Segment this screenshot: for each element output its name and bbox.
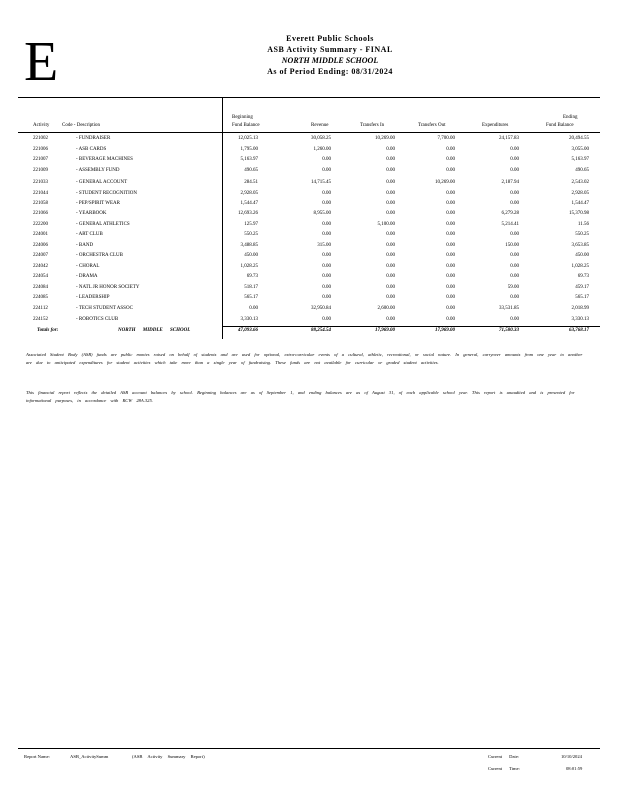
table-row [0, 262, 618, 273]
activity-description: - STUDENT RECOGNITION [76, 190, 138, 196]
table-row [0, 293, 618, 304]
beginning-balance: 2,928.05 [240, 190, 258, 196]
expenditures: 33,531.85 [499, 306, 519, 311]
activity-description: - BAND [76, 242, 94, 248]
activity-description: - ART CLUB [76, 232, 103, 237]
ending-balance: 3,055.00 [571, 146, 589, 152]
activity-code: 221066 [33, 211, 48, 216]
report-title: ASB Activity Summary - FINAL [267, 45, 393, 54]
footer-date-label: Current Date: [488, 754, 520, 759]
ending-balance: 2,018.99 [571, 306, 589, 311]
expenditures: 59.00 [507, 284, 519, 290]
transfers-in: 0.00 [386, 274, 395, 279]
activity-code: 221006 [33, 146, 48, 152]
transfers-in: 0.00 [386, 295, 395, 300]
transfers-in: 0.00 [386, 316, 395, 322]
header-bottom-rule [18, 132, 600, 133]
activity-description: - LEADERSHIP [76, 295, 110, 300]
table-row [0, 283, 618, 294]
table-row [0, 155, 618, 166]
activity-description: - ASSEMBLY FUND [76, 167, 120, 173]
activity-description: - ROBOTICS CLUB [76, 316, 119, 322]
activity-description: - BEVERAGE MACHINES [76, 157, 133, 162]
expenditures: 0.00 [510, 274, 519, 279]
beginning-balance: 518.17 [244, 284, 258, 290]
beginning-balance: 1,795.00 [240, 146, 258, 152]
expenditures: 0.00 [510, 316, 519, 322]
transfers-in: 10,269.00 [375, 136, 395, 141]
transfers-in: 0.00 [386, 211, 395, 216]
transfers-out: 0.00 [446, 167, 455, 173]
activity-code: 221009 [33, 167, 48, 173]
table-row [0, 315, 618, 326]
activity-description: - FUNDRAISER [76, 136, 111, 141]
transfers-out: 0.00 [446, 274, 455, 279]
transfers-in: 0.00 [386, 167, 395, 173]
table-row [0, 199, 618, 210]
activity-code: 224006 [33, 242, 48, 248]
expenditures: 0.00 [510, 295, 519, 300]
beginning-balance: 565.17 [244, 295, 258, 300]
revenue: 0.00 [322, 190, 331, 196]
revenue: 0.00 [322, 316, 331, 322]
total-revenue: 88,254.54 [311, 328, 331, 333]
table-row [0, 189, 618, 200]
transfers-in: 0.00 [386, 201, 395, 206]
ending-balance: 1,028.25 [571, 263, 589, 269]
transfers-in: 0.00 [386, 146, 395, 152]
ending-balance: 450.00 [575, 253, 589, 258]
activity-code: 221044 [33, 190, 48, 196]
revenue: 30,058.25 [311, 136, 331, 141]
expenditures: 0.00 [510, 253, 519, 258]
activity-description: - GENERAL ACCOUNT [76, 180, 128, 185]
col-activity: Activity [33, 123, 50, 128]
expenditures: 24,157.83 [499, 136, 519, 141]
transfers-out: 0.00 [446, 157, 455, 162]
transfers-out: 0.00 [446, 295, 455, 300]
transfers-in: 0.00 [386, 284, 395, 290]
activity-code: 224085 [33, 295, 48, 300]
revenue: 0.00 [322, 284, 331, 290]
ending-balance: 20,494.55 [569, 136, 589, 141]
beginning-balance: 12,025.13 [238, 136, 258, 141]
table-row [0, 134, 618, 145]
col-expenditures: Expenditures [482, 123, 509, 128]
expenditures: 6,279.28 [501, 211, 519, 216]
transfers-out: 10,269.00 [435, 180, 455, 185]
beginning-balance: 5,163.97 [240, 157, 258, 162]
totals-label: Totals for: [37, 328, 59, 333]
beginning-balance: 3,488.85 [240, 242, 258, 248]
report-letter: E [24, 31, 59, 93]
activity-description: - YEARBOOK [76, 211, 107, 216]
footer-report-name: ASB_ActivitySumm [70, 754, 109, 759]
col-ending-bottom: Fund Balance [546, 123, 574, 128]
beginning-balance: 125.97 [244, 221, 258, 227]
beginning-balance: 450.00 [244, 253, 258, 258]
revenue: 0.00 [322, 263, 331, 269]
table-row [0, 251, 618, 262]
transfers-out: 0.00 [446, 316, 455, 322]
activity-code: 224007 [33, 253, 48, 258]
activity-code: 222200 [33, 221, 48, 227]
transfers-out: 0.00 [446, 253, 455, 258]
totals-school: NORTH MIDDLE SCHOOL [118, 328, 191, 333]
transfers-out: 0.00 [446, 232, 455, 237]
activity-description: - DRAMA [76, 274, 98, 279]
transfers-in: 0.00 [386, 253, 395, 258]
transfers-out: 0.00 [446, 146, 455, 152]
activity-code: 221058 [33, 201, 48, 206]
ending-balance: 15,370.98 [569, 211, 589, 216]
beginning-balance: 3,330.13 [240, 316, 258, 322]
footer-report-label: Report Name: [24, 754, 50, 759]
activity-code: 224054 [33, 274, 48, 279]
expenditures: 0.00 [510, 146, 519, 152]
total-transfers-out: 17,969.00 [435, 328, 455, 333]
total-beginning-balance: 47,093.66 [238, 328, 258, 333]
beginning-balance: 284.51 [244, 180, 258, 185]
transfers-in: 0.00 [386, 190, 395, 196]
asb-funds-note: Associated Student Body (ASB) funds are public monies raised on behalf of students and are used for optional, extra-curricular events of a cultural, athletic, recreational, or social nature. In general, carryover amounts from one year to another are due to anticipated expenditures for student activities which take more than a single year of fundraising. These funds are not available for curricular or graded student activities. [26, 352, 583, 365]
period-ending: As of Period Ending: 08/31/2024 [267, 67, 393, 76]
revenue: 315.00 [317, 242, 331, 248]
revenue: 0.00 [322, 232, 331, 237]
financial-report-note: This financial report reflects the detailed ASB account balances by school. Beginning balances are as of September 1, and ending balances are as of August 31, of each applicable school year. This report is unaudited and is presented for informational purposes, in accordance with RCW 28A.325. [26, 390, 575, 403]
expenditures: 0.00 [510, 167, 519, 173]
col-beginning-bottom: Fund Balance [232, 123, 260, 128]
activity-code: 221007 [33, 157, 48, 162]
activity-description: - ORCHESTRA CLUB [76, 253, 123, 258]
activity-description: - CHORAL [76, 263, 100, 269]
expenditures: 5,214.41 [501, 221, 519, 227]
table-row [0, 230, 618, 241]
activity-code: 221002 [33, 136, 48, 141]
table-row [0, 145, 618, 156]
revenue: 32,950.84 [311, 306, 331, 311]
activity-description: - TECH STUDENT ASSOC [76, 306, 133, 311]
revenue: 0.00 [322, 167, 331, 173]
school-name: NORTH MIDDLE SCHOOL [281, 56, 379, 65]
expenditures: 0.00 [510, 157, 519, 162]
footer-report-desc: (ASB Activity Summary Report) [132, 754, 205, 759]
transfers-out: 0.00 [446, 211, 455, 216]
ending-balance: 1,544.47 [571, 201, 589, 206]
activity-code: 224084 [33, 284, 48, 290]
footer-time-value: 08:01:59 [566, 766, 583, 771]
expenditures: 150.00 [505, 242, 519, 248]
total-expenditures: 71,580.33 [499, 328, 519, 333]
table-row [0, 241, 618, 252]
revenue: 0.00 [322, 253, 331, 258]
activity-code: 224001 [33, 232, 48, 237]
col-transfers-out: Transfers Out [418, 123, 446, 128]
table-row [0, 220, 618, 231]
ending-balance: 490.65 [575, 167, 589, 173]
transfers-out: 7,700.00 [437, 136, 455, 141]
ending-balance: 69.73 [577, 274, 589, 279]
ending-balance: 550.25 [575, 232, 589, 237]
revenue: 1,260.00 [313, 146, 331, 152]
transfers-in: 5,100.00 [377, 221, 395, 227]
revenue: 14,715.45 [311, 180, 331, 185]
ending-balance: 565.17 [575, 295, 589, 300]
ending-balance: 5,163.97 [571, 157, 589, 162]
col-ending-top: Ending [563, 115, 578, 120]
beginning-balance: 12,693.26 [238, 211, 258, 216]
beginning-balance: 490.65 [244, 167, 258, 173]
table-row [0, 304, 618, 315]
totals-row [0, 326, 618, 337]
activity-description: - GENERAL ATHLETICS [76, 221, 130, 227]
col-transfers-in: Transfers In [360, 123, 385, 128]
ending-balance: 2,543.02 [571, 180, 589, 185]
activity-description: - PEP/SPIRIT WEAR [76, 201, 120, 206]
transfers-in: 0.00 [386, 263, 395, 269]
transfers-in: 2,600.00 [377, 306, 395, 311]
activity-code: 224152 [33, 316, 48, 322]
table-row [0, 272, 618, 283]
activity-code: 224112 [33, 306, 48, 311]
expenditures: 0.00 [510, 232, 519, 237]
transfers-in: 0.00 [386, 232, 395, 237]
beginning-balance: 550.25 [244, 232, 258, 237]
revenue: 0.00 [322, 157, 331, 162]
expenditures: 0.00 [510, 201, 519, 206]
footer-time-label: Current Time: [488, 766, 520, 771]
transfers-in: 0.00 [386, 180, 395, 185]
revenue: 0.00 [322, 201, 331, 206]
ending-balance: 2,928.05 [571, 190, 589, 196]
transfers-out: 0.00 [446, 221, 455, 227]
total-transfers-in: 17,969.00 [375, 328, 395, 333]
revenue: 0.00 [322, 274, 331, 279]
col-revenue: Revenue [311, 123, 329, 128]
beginning-balance: 69.73 [246, 274, 258, 279]
total-ending-balance: 63,768.17 [569, 328, 589, 333]
footer-rule [18, 748, 600, 749]
expenditures: 0.00 [510, 263, 519, 269]
footer-date-value: 10/10/2024 [561, 754, 582, 759]
expenditures: 0.00 [510, 190, 519, 196]
activity-code: 224042 [33, 263, 48, 269]
transfers-in: 0.00 [386, 157, 395, 162]
transfers-in: 0.00 [386, 242, 395, 248]
transfers-out: 0.00 [446, 284, 455, 290]
table-row [0, 209, 618, 220]
beginning-balance: 1,544.47 [240, 201, 258, 206]
beginning-balance: 0.00 [249, 306, 258, 311]
table-row [0, 178, 618, 189]
table-row [0, 166, 618, 177]
district-name: Everett Public Schools [286, 34, 374, 43]
report-header [220, 33, 440, 77]
revenue: 0.00 [322, 295, 331, 300]
col-code-desc: Code - Description [62, 123, 101, 128]
activity-description: - NATL JR HONOR SOCIETY [76, 284, 140, 290]
activity-description: - ASB CARDS [76, 146, 107, 152]
ending-balance: 3,330.13 [571, 316, 589, 322]
revenue: 8,955.00 [313, 211, 331, 216]
transfers-out: 0.00 [446, 201, 455, 206]
beginning-balance: 1,028.25 [240, 263, 258, 269]
ending-balance: 3,653.85 [571, 242, 589, 248]
transfers-out: 0.00 [446, 306, 455, 311]
transfers-out: 0.00 [446, 263, 455, 269]
activity-code: 221033 [33, 180, 48, 185]
ending-balance: 459.17 [575, 284, 589, 290]
transfers-out: 0.00 [446, 242, 455, 248]
col-beginning-top: Beginning [232, 115, 253, 120]
ending-balance: 11.56 [577, 221, 589, 227]
transfers-out: 0.00 [446, 190, 455, 196]
header-top-rule [18, 97, 600, 98]
revenue: 0.00 [322, 221, 331, 227]
expenditures: 2,187.94 [501, 180, 519, 185]
